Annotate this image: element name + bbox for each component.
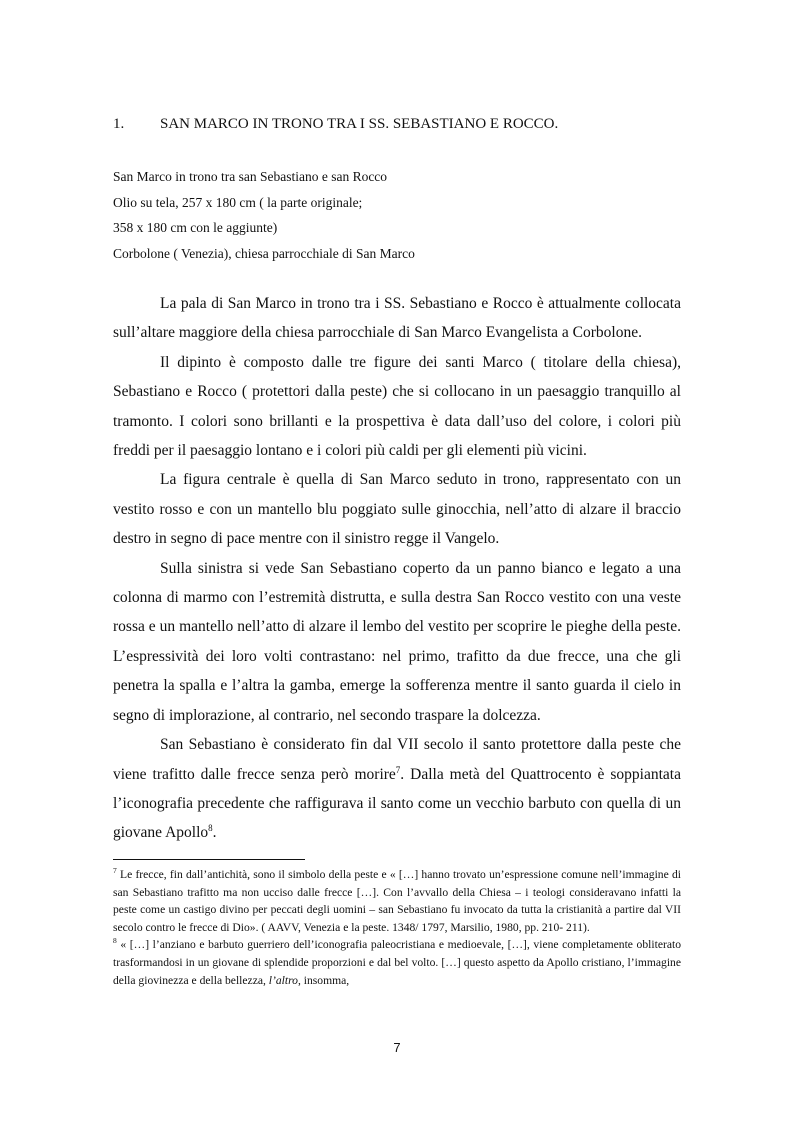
body-text: [113, 289, 681, 848]
footnote-8: [113, 936, 681, 989]
footnote-8-emphasis: l’altro: [268, 973, 298, 987]
paragraph-3: La figura centrale è quella di San Marco seduto in trono, rappresentato con un vestito rosso e con un mantello blu poggiato sulle ginocchia, nell’atto di alzare il braccio destro in segno di pace mentre con il sinistro regge il Vangelo.: [113, 471, 681, 548]
footnote-separator: [113, 859, 305, 860]
footnote-8-marker: 8: [113, 936, 117, 946]
artwork-title: San Marco in trono tra san Sebastiano e san Rocco: [113, 169, 388, 184]
paragraph-2: Il dipinto è composto dalle tre figure dei santi Marco ( titolare della chiesa), Sebastiano e Rocco ( protettori dalla peste) che si collocano in un paesaggio tranquillo al tramonto. I colori sono brillanti e la prospettiva è data dall’uso del colore, i colori più freddi per il paesaggio lontano e i colori più caldi per gli elementi più vicini.: [113, 353, 681, 460]
footnote-ref-7[interactable]: 7: [395, 764, 401, 775]
section-title: SAN MARCO IN TRONO TRA I SS. SEBASTIANO E ROCCO.: [160, 116, 559, 132]
artwork-dimensions: 358 x 180 cm con le aggiunte): [113, 220, 278, 235]
artwork-location: Corbolone ( Venezia), chiesa parrocchiale di San Marco: [113, 245, 415, 261]
footnote-8-text-b: , insomma,: [297, 973, 350, 987]
paragraph-5-text-a: San Sebastiano è considerato fin dal VII secolo il santo protettore dalla peste che viene trafitto dalle frecce senza però morire: [113, 736, 681, 783]
paragraph-4: Sulla sinistra si vede San Sebastiano coperto da un panno bianco e legato a una colonna di marmo con l’estremità distrutta, e sulla destra San Rocco vestito con una veste rossa e un mantello nell’atto di alzare il lembo del vestito per scoprire le pieghe della peste. L’espressività dei loro volti contrastano: nel primo, trafitto da due frecce, una che gli penetra la spalla e l’altra la gamba, emerge la sofferenza mentre il santo guarda il cielo in segno di implorazione, al contrario, nel secondo traspare la dolcezza.: [113, 559, 681, 724]
paragraph-5: [113, 730, 681, 848]
footnotes: [113, 866, 681, 989]
footnote-8-text-a: « […] l’anziano e barbuto guerriero dell’iconografia paleocristiana e medioevale, […], viene completamente obliterato trasformandosi in un giovane di splendide proporzioni e dal bel volto. […] questo aspetto da Apollo cristiano, l’immagine della giovinezza e della bellezza,: [113, 938, 681, 987]
footnote-7-text: Le frecce, fin dall’antichità, sono il simbolo della peste e « […] hanno trovato un’espressione comune nell’immagine di san Sebastiano trafitto ma non ucciso dalle frecce […]. Con l’avvallo della Chiesa – i teologi consideravano infatti la peste come un castigo divino per peccati degli uomini – san Sebastiano fu invocato da tutta la cristianità a partire dal VII secolo contro le frecce di Dio». ( AAVV, Venezia e la peste. 1348/ 1797, Marsilio, 1980, pp. 210- 211).: [113, 868, 681, 934]
paragraph-5-text-c: .: [212, 824, 217, 842]
section-heading: [113, 114, 713, 134]
artwork-details: [113, 164, 673, 266]
artwork-medium: Olio su tela, 257 x 180 cm ( la parte originale;: [113, 194, 363, 210]
footnote-ref-8[interactable]: 8: [208, 823, 213, 834]
paragraph-1: La pala di San Marco in trono tra i SS. Sebastiano e Rocco è attualmente collocata sull’altare maggiore della chiesa parrocchiale di San Marco Evangelista a Corbolone.: [113, 295, 681, 342]
paragraph-5-text-b: . Dalla metà del Quattrocento è soppiantata l’iconografia precedente che raffigurava il santo come un vecchio barbuto con quella di un giovane Apollo: [113, 765, 681, 842]
section-number: 1.: [113, 116, 125, 132]
footnote-7-marker: 7: [113, 866, 117, 876]
page-number: 7: [393, 1040, 401, 1055]
footnote-7: [113, 866, 681, 936]
